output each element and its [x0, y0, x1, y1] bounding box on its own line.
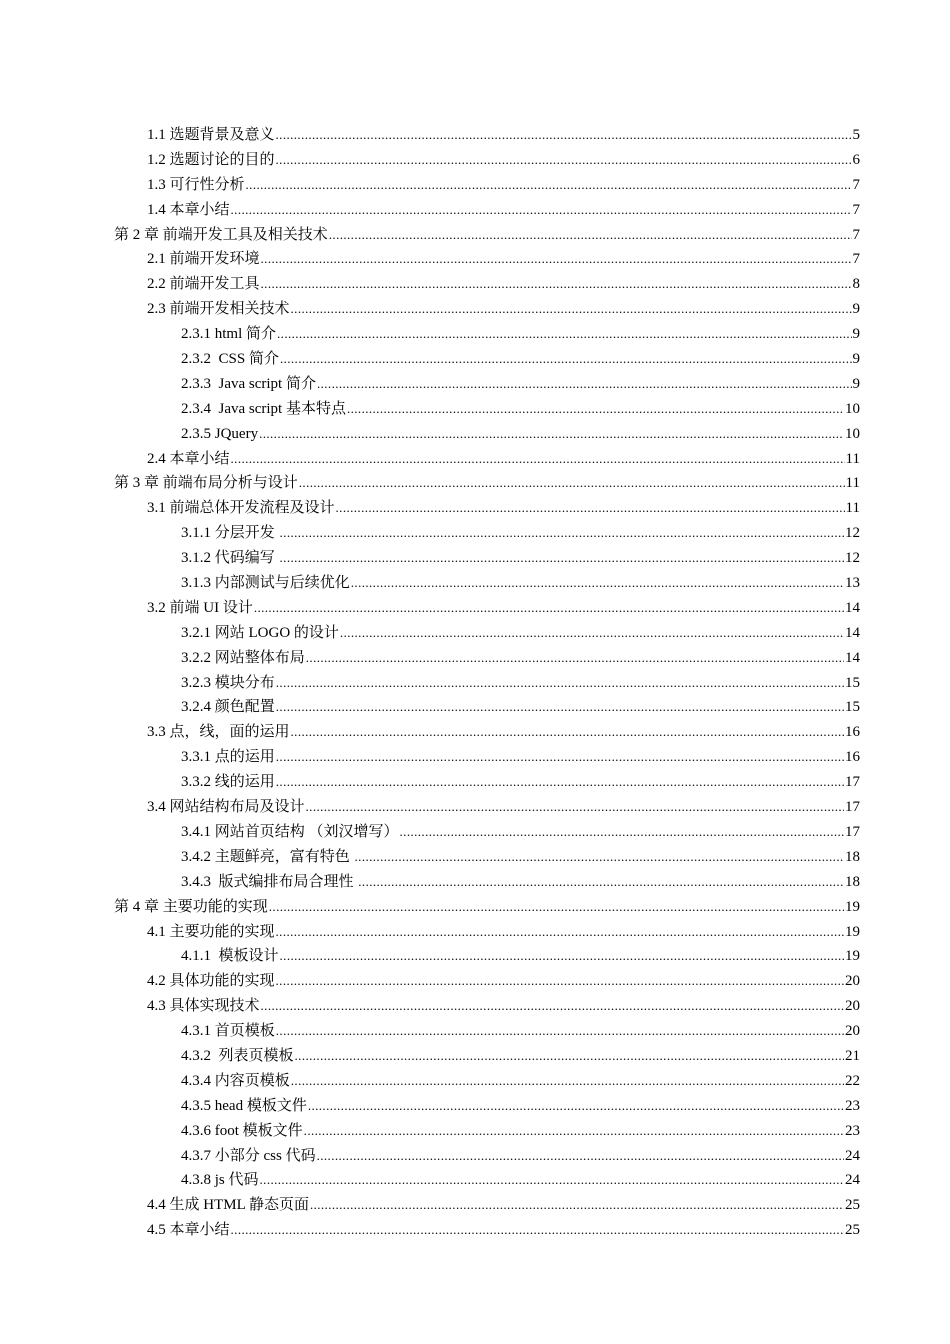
toc-entry-page-number: 23: [845, 1097, 860, 1114]
dot-leader: [351, 571, 844, 596]
dot-leader: [355, 845, 844, 870]
dot-leader: [261, 247, 852, 272]
toc-entry-page-number: 7: [852, 176, 860, 193]
toc-entry-title: 2.3.3 Java script 简介: [181, 375, 316, 392]
dot-leader: [280, 944, 844, 969]
dot-leader: [317, 1144, 844, 1169]
dot-leader: [261, 994, 844, 1019]
toc-entry-title: 4.2 具体功能的实现: [147, 973, 275, 990]
toc-entry-title: 3.2.1 网站 LOGO 的设计: [181, 624, 339, 641]
toc-entry-page-number: 12: [845, 525, 860, 542]
toc-entry[interactable]: [0, 447, 860, 472]
toc-entry[interactable]: [0, 621, 860, 646]
toc-entry-page-number: 15: [845, 699, 860, 716]
toc-entry[interactable]: [0, 820, 860, 845]
toc-entry-title: 第 2 章 前端开发工具及相关技术: [114, 226, 328, 243]
toc-entry-title: 3.4.2 主题鲜亮，富有特色: [181, 848, 354, 865]
toc-entry-title: 3.1.2 代码编写: [181, 550, 279, 567]
toc-entry-title: 4.5 本章小结: [147, 1222, 230, 1239]
toc-entry-title: 3.2.3 模块分布: [181, 674, 275, 691]
toc-entry[interactable]: [0, 546, 860, 571]
dot-leader: [358, 870, 844, 895]
dot-leader: [276, 745, 844, 770]
dot-leader: [231, 447, 845, 472]
toc-entry-page-number: 23: [845, 1122, 860, 1139]
toc-entry-page-number: 14: [845, 599, 860, 616]
toc-entry[interactable]: [0, 173, 860, 198]
dot-leader: [276, 969, 844, 994]
dot-leader: [280, 546, 844, 571]
toc-entry[interactable]: [0, 1119, 860, 1144]
toc-entry-title: 3.3.1 点的运用: [181, 749, 275, 766]
toc-entry-title: 4.3.1 首页模板: [181, 1023, 275, 1040]
toc-entry-page-number: 24: [845, 1172, 860, 1189]
toc-entry-page-number: 9: [852, 301, 860, 318]
toc-entry-title: 3.1 前端总体开发流程及设计: [147, 500, 335, 517]
toc-entry-title: 4.3.5 head 模板文件: [181, 1097, 307, 1114]
toc-entry[interactable]: [0, 471, 860, 496]
toc-entry[interactable]: [0, 795, 860, 820]
dot-leader: [276, 1019, 844, 1044]
toc-entry[interactable]: [0, 745, 860, 770]
dot-leader: [317, 372, 852, 397]
toc-entry[interactable]: [0, 845, 860, 870]
toc-entry-page-number: 18: [845, 873, 860, 890]
dot-leader: [246, 173, 852, 198]
toc-entry[interactable]: [0, 1193, 860, 1218]
toc-entry-title: 3.3 点，线，面的运用: [147, 724, 290, 741]
toc-entry-page-number: 25: [845, 1197, 860, 1214]
toc-entry-page-number: 8: [852, 276, 860, 293]
dot-leader: [261, 272, 852, 297]
toc-entry[interactable]: [0, 148, 860, 173]
toc-entry[interactable]: [0, 247, 860, 272]
toc-entry[interactable]: [0, 372, 860, 397]
toc-entry-page-number: 10: [845, 425, 860, 442]
toc-entry-page-number: 10: [845, 400, 860, 417]
dot-leader: [299, 471, 845, 496]
dot-leader: [347, 397, 844, 422]
toc-entry[interactable]: [0, 770, 860, 795]
toc-entry-page-number: 11: [845, 475, 860, 492]
toc-entry-page-number: 24: [845, 1147, 860, 1164]
toc-entry-page-number: 17: [845, 823, 860, 840]
dot-leader: [291, 1069, 844, 1094]
toc-entry[interactable]: [0, 671, 860, 696]
toc-entry[interactable]: [0, 223, 860, 248]
dot-leader: [231, 198, 852, 223]
toc-entry-page-number: 21: [845, 1047, 860, 1064]
dot-leader: [276, 920, 844, 945]
dot-leader: [336, 496, 845, 521]
toc-entry[interactable]: [0, 920, 860, 945]
toc-entry-title: 3.4 网站结构布局及设计: [147, 799, 305, 816]
dot-leader: [231, 1218, 844, 1243]
dot-leader: [277, 322, 851, 347]
toc-entry-page-number: 12: [845, 550, 860, 567]
toc-entry[interactable]: [0, 895, 860, 920]
toc-entry[interactable]: [0, 1019, 860, 1044]
toc-entry[interactable]: [0, 422, 860, 447]
toc-entry[interactable]: [0, 720, 860, 745]
toc-entry-title: 4.3.7 小部分 css 代码: [181, 1147, 316, 1164]
toc-entry-page-number: 13: [845, 575, 860, 592]
toc-entry-title: 2.2 前端开发工具: [147, 276, 260, 293]
toc-entry-page-number: 7: [852, 226, 860, 243]
toc-entry-page-number: 17: [845, 799, 860, 816]
toc-entry-title: 2.4 本章小结: [147, 450, 230, 467]
toc-entry-title: 4.1 主要功能的实现: [147, 923, 275, 940]
toc-entry-title: 3.2.2 网站整体布局: [181, 649, 305, 666]
toc-entry-page-number: 11: [845, 500, 860, 517]
toc-entry-title: 1.2 选题讨论的目的: [147, 151, 275, 168]
toc-entry-page-number: 18: [845, 848, 860, 865]
toc-entry-title: 4.4 生成 HTML 静态页面: [147, 1197, 309, 1214]
toc-entry[interactable]: [0, 695, 860, 720]
toc-entry-page-number: 20: [845, 998, 860, 1015]
toc-entry-page-number: 14: [845, 649, 860, 666]
toc-entry-page-number: 19: [845, 923, 860, 940]
dot-leader: [291, 720, 844, 745]
toc-entry-title: 4.3.2 列表页模板: [181, 1047, 294, 1064]
dot-leader: [340, 621, 844, 646]
dot-leader: [295, 1044, 844, 1069]
toc-entry[interactable]: [0, 297, 860, 322]
toc-entry[interactable]: [0, 496, 860, 521]
toc-entry-title: 4.1.1 模板设计: [181, 948, 279, 965]
toc-entry-title: 1.1 选题背景及意义: [147, 127, 275, 143]
toc-entry-title: 2.1 前端开发环境: [147, 251, 260, 268]
toc-entry[interactable]: [0, 596, 860, 621]
toc-entry-title: 1.3 可行性分析: [147, 176, 245, 193]
dot-leader: [306, 795, 844, 820]
dot-leader: [276, 671, 844, 696]
toc-entry-page-number: 7: [852, 251, 860, 268]
toc-entry-title: 2.3.2 CSS 简介: [181, 351, 279, 368]
dot-leader: [276, 770, 844, 795]
dot-leader: [276, 123, 852, 148]
dot-leader: [400, 820, 844, 845]
toc-entry-title: 1.4 本章小结: [147, 201, 230, 218]
toc-entry-page-number: 9: [852, 326, 860, 343]
toc-entry-title: 2.3 前端开发相关技术: [147, 301, 290, 318]
toc-entry[interactable]: [0, 347, 860, 372]
toc-entry-title: 3.1.3 内部测试与后续优化: [181, 575, 350, 592]
toc-entry[interactable]: [0, 1094, 860, 1119]
dot-leader: [280, 521, 844, 546]
toc-entry-title: 2.3.1 html 简介: [181, 326, 277, 343]
toc-entry[interactable]: [0, 571, 860, 596]
toc-entry-title: 4.3.4 内容页模板: [181, 1072, 290, 1089]
toc-entry[interactable]: [0, 272, 860, 297]
dot-leader: [276, 695, 844, 720]
toc-entry[interactable]: [0, 646, 860, 671]
dot-leader: [308, 1094, 844, 1119]
dot-leader: [269, 895, 844, 920]
toc-entry[interactable]: [0, 870, 860, 895]
toc-entry[interactable]: [0, 944, 860, 969]
toc-entry-title: 第 3 章 前端布局分析与设计: [114, 475, 298, 492]
toc-entry-page-number: 20: [845, 1023, 860, 1040]
dot-leader: [276, 148, 852, 173]
toc-entry[interactable]: [0, 1218, 860, 1243]
toc-entry-page-number: 16: [845, 749, 860, 766]
toc-entry-title: 3.3.2 线的运用: [181, 774, 275, 791]
dot-leader: [260, 1168, 844, 1193]
toc-entry-title: 2.3.5 JQuery: [181, 425, 259, 442]
toc-entry-page-number: 22: [845, 1072, 860, 1089]
toc-entry-page-number: 9: [852, 375, 860, 392]
toc-entry[interactable]: [0, 521, 860, 546]
dot-leader: [254, 596, 844, 621]
toc-entry-page-number: 7: [852, 201, 860, 218]
toc-entry-title: 3.4.1 网站首页结构 （刘汉增写）: [181, 823, 399, 840]
toc-entry[interactable]: [0, 1144, 860, 1169]
toc-entry-title: 4.3.8 js 代码: [181, 1172, 259, 1189]
toc-entry[interactable]: [0, 1069, 860, 1094]
toc-entry-page-number: 6: [852, 151, 860, 168]
dot-leader: [280, 347, 852, 372]
toc-entry-page-number: 11: [845, 450, 860, 467]
dot-leader: [259, 422, 844, 447]
toc-entry[interactable]: [0, 969, 860, 994]
toc-entry[interactable]: [0, 397, 860, 422]
dot-leader: [304, 1119, 844, 1144]
toc-entry-page-number: 19: [845, 898, 860, 915]
toc-entry-title: 4.3 具体实现技术: [147, 998, 260, 1015]
toc-entry-page-number: 9: [852, 351, 860, 368]
toc-entry-page-number: 5: [852, 127, 860, 143]
table-of-contents: [0, 123, 950, 1243]
toc-entry[interactable]: [0, 198, 860, 223]
toc-entry-page-number: 14: [845, 624, 860, 641]
toc-entry-page-number: 17: [845, 774, 860, 791]
toc-entry-page-number: 20: [845, 973, 860, 990]
toc-entry[interactable]: [0, 1044, 860, 1069]
toc-entry[interactable]: [0, 1168, 860, 1193]
toc-entry-title: 第 4 章 主要功能的实现: [114, 898, 268, 915]
toc-entry-page-number: 25: [845, 1222, 860, 1239]
dot-leader: [310, 1193, 844, 1218]
toc-entry-title: 3.2 前端 UI 设计: [147, 599, 253, 616]
toc-entry-title: 3.1.1 分层开发: [181, 525, 279, 542]
toc-entry-title: 2.3.4 Java script 基本特点: [181, 400, 346, 417]
toc-entry-page-number: 16: [845, 724, 860, 741]
toc-entry-title: 3.4.3 版式编排布局合理性: [181, 873, 358, 890]
toc-entry[interactable]: [0, 322, 860, 347]
dot-leader: [306, 646, 844, 671]
toc-entry[interactable]: [0, 123, 860, 148]
dot-leader: [291, 297, 852, 322]
toc-entry[interactable]: [0, 994, 860, 1019]
toc-entry-page-number: 15: [845, 674, 860, 691]
toc-entry-title: 3.2.4 颜色配置: [181, 699, 275, 716]
toc-entry-page-number: 19: [845, 948, 860, 965]
toc-entry-title: 4.3.6 foot 模板文件: [181, 1122, 303, 1139]
dot-leader: [329, 223, 852, 248]
